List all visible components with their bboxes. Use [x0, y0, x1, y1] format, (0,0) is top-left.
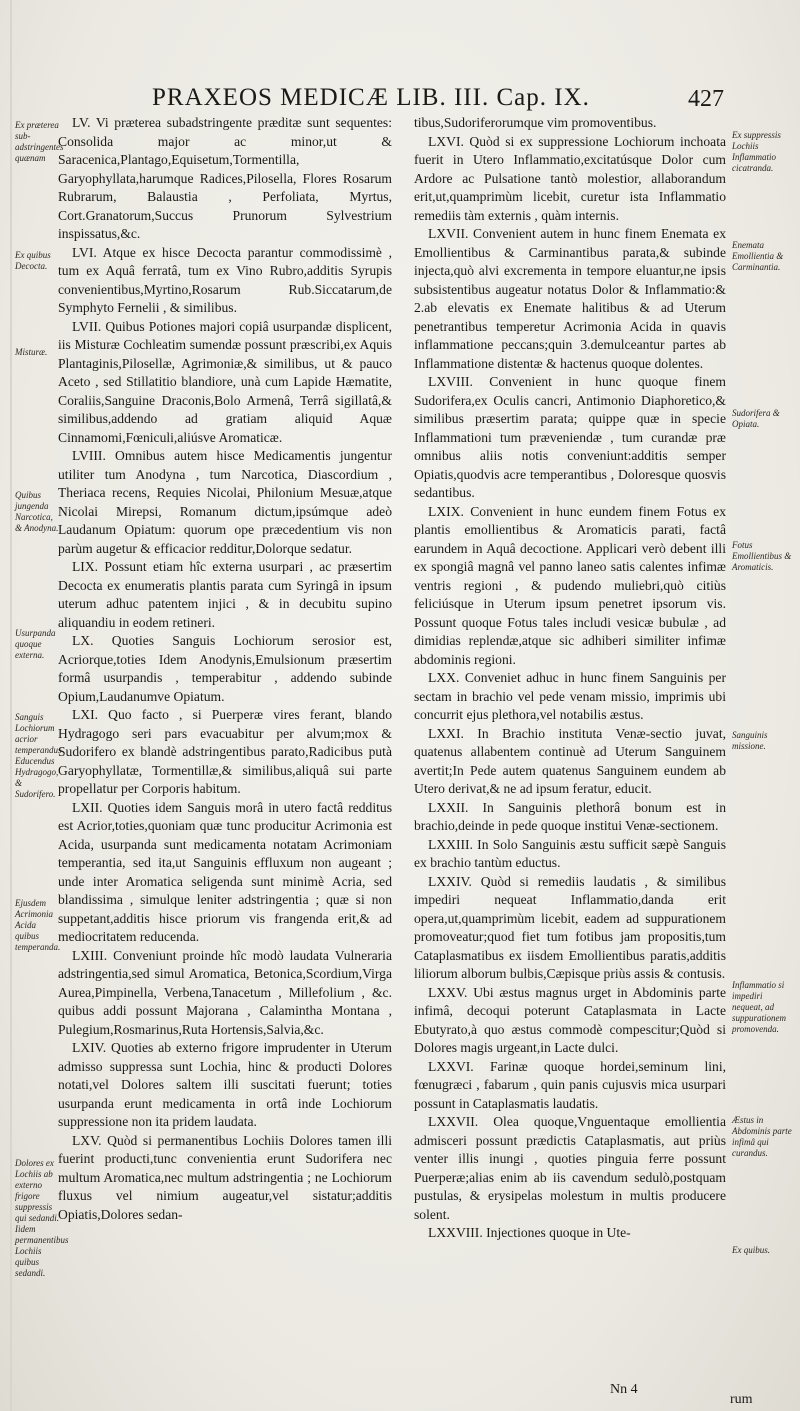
paragraph: LXVI. Quòd si ex suppressione Lochiorum inchoata fuerit in Utero Inflammatio,excitatúsque Dolor cum Ardore ac Pulsatione tantò molestior, allaborandum erit,ut,quamprimùm licebit, curetur ista Inflammatio remediis tàm externis , quàm internis.	[414, 133, 726, 223]
margin-note-left: Ex præterea sub-adstringentes quænam	[15, 120, 64, 163]
paragraph: LXI. Quo facto , si Puerperæ vires ferant, blando Hydragogo seri pars evacuabitur per alvum;mox & Sudorifero ex blandè adstringentibus parato,Radicibus putà Garyophyllatæ, Tormentillæ,& similibus,aliquâ sui parte propellatur per Corporis habitum.	[58, 707, 392, 796]
paragraph: LXVIII. Convenient in hunc quoque finem Sudorifera,ex Oculis cancri, Antimonio Diaphoretico,& similibus præsertim parata; quippe quæ in specie Inflammationi tum præveniendæ , tum curandæ præ omnibus aliis notis conveniunt:additis semper Opiatis,quodvis acre temperantibus , Doloresque quosvis sedantibus.	[414, 374, 726, 500]
paragraph: LX. Quoties Sanguis Lochiorum serosior est, Acriorque,toties Idem Anodynis,Emulsionum præsertim formâ usurpandis , temperabitur , addendo subinde Opium,Laudanumve Opiatum.	[58, 633, 392, 704]
signature-mark: Nn 4	[610, 1382, 638, 1397]
paragraph: LXIX. Convenient in hunc eundem finem Fotus ex plantis emollientibus & Aromaticis parati, factâ earundem in Aquâ decoctione. Applicari verò debent illi ex spongiâ magnâ vel panno laneo satis calentes infimæ ventris regioni , & pudendo muliebri,quò citiùs feliciúsque in Uterum ipsum penetret ipsorum vis. Possunt quoque Fotus tales includi vesicæ bubulæ , ad dimidias replendæ,atque sic adhiberi similiter infimæ abdominis regioni.	[414, 503, 726, 667]
paragraph: LXXV. Ubi æstus magnus urget in Abdominis parte infimâ, decoqui poterunt Cataplasmata in Lacte Ebutyrato,à quo æstus commodè compescitur;Quòd si Dolores magis urgeant,in Lacte dulci.	[414, 984, 726, 1055]
paragraph: LVII. Quibus Potiones majori copiâ usurpandæ displicent, iis Misturæ Cochleatim sumendæ possunt præscribi,ex Aquis Plantaginis,Pilosellæ, Agrimoniæ,& similibus, ut & pauco Aceto , sed Stillatitio blandiore, unà cum Lapide Hæmatite, Coraliis,Sanguine Draconis,Bolo Armenâ, Terrâ sigillatâ,& similibus,addendo ad gratiam aliquid Aquæ Cinnamomi,Fœniculi,aliúsve Aromaticæ.	[58, 318, 392, 445]
paragraph: LXXII. In Sanguinis plethorâ bonum est in brachio,deinde in pede quoque institui Venæ-sectionem.	[414, 799, 726, 833]
paragraph: LXXIV. Quòd si remediis laudatis , & similibus impediri nequeat Inflammatio,danda erit opera,ut,quamprimùm licebit, eadem ad suppurationem promoveatur;quod fiet tum fotibus jam propositis,tum Cataplasmatibus ex iisdem Emollientibus paratis,additis liliorum alborum bulbis,Cæpisque priùs assis & contusis.	[414, 873, 726, 981]
margin-note-left: Misturæ.	[15, 347, 48, 357]
page-number: 427	[688, 86, 724, 112]
page-gutter	[10, 0, 12, 1411]
paragraph: LXII. Quoties idem Sanguis morâ in utero factâ redditus est Acrior,toties,quoniam quæ tunc producitur Acrimonia est Acida, usurpanda sunt medicamenta notatam Acrimoniam temperantia, sed ita,ut Sanguinis effluxum non augeant ; unde inter Aromatica seligenda sunt minimè Acria, sed blandissima , simulque leniter adstringentia ; quæ si non suppetant,additis hisce priorum vis frangenda erit,& ad mediocritatem reducenda.	[58, 799, 392, 944]
margin-note-left: Quibus jungenda Narcotica, & Anodyna.	[15, 490, 59, 533]
paragraph: LXIV. Quoties ab externo frigore imprudenter in Uterum admisso suppressa sunt Lochia, hinc & producti Dolores notati,vel Dolores saltem illi suscitati fuerunt; toties usurpanda erunt medicamenta in ortâ inde Lochiorum suppressione non ita pridem laudata.	[58, 1040, 392, 1129]
margin-note-left: Dolores ex Lochiis ab externo frigore suppressis qui sedandi. Iidem permanentibus Lochiis quibus sedandi.	[15, 1158, 69, 1278]
paragraph: LXXVII. Olea quoque,Vnguentaque emollientia admisceri possunt prædictis Cataplasmatis, aut priùs venter illis inungi , quoties pinguia ferre possunt Puerperæ;alias enim ab iis cavendum sedulò,postquam pustulas, & erysipelas molestum in multis producere solent.	[414, 1114, 726, 1222]
paragraph: LXX. Conveniet adhuc in hunc finem Sanguinis per sectam in brachio vel pede venam missio, imprimis ubi concurrit ejus plethora,vel notabilis æstus.	[414, 670, 726, 722]
paragraph: LV. Vi præterea subadstringente præditæ sunt sequentes: Consolida major ac minor,ut & Saracenica,Plantago,Equisetum,Tormentilla, Garyophyllata,harumque Radices,Pilosella, Flores Rosarum Rubrarum, Balaustia , Perfoliata, Myrtus, Cort.Granatorum,Succus Prunorum Sylvestrium inspissatus,&c.	[58, 115, 392, 241]
margin-note-right: Æstus in Abdominis parte infimâ qui curandus.	[732, 1115, 792, 1158]
margin-note-right: Fotus Emollientibus & Aromaticis.	[732, 540, 792, 572]
paragraph: LVIII. Omnibus autem hisce Medicamentis jungentur utiliter tum Anodyna , tum Narcotica, Diascordium , Theriaca recens, Requies Nicolai, Philonium Mesuæ,atque Nicolai Mirepsi, Romanum dictum,ipsúmque adeò Laudanum Opiatum: quorum ope præcedentium vis non parùm augetur & efficacior redditur,Dolorque sedatur.	[58, 448, 392, 556]
margin-note-left: Ejusdem Acrimonia Acida quibus temperanda.	[15, 898, 61, 952]
margin-note-right: Ex suppressis Lochiis Inflammatio cicatranda.	[732, 130, 781, 173]
paragraph: LIX. Possunt etiam hîc externa usurpari , ac præsertim Decocta ex enumeratis plantis parata cum Syringâ in ipsum uterum adhuc patentem injici , & in decubitu supino aliquandiu in eodem retineri.	[58, 559, 392, 630]
paragraph: LXXIII. In Solo Sanguinis æstu sufficit sæpè Sanguis ex brachio tantùm eductus.	[414, 836, 726, 870]
paragraph: LXXI. In Brachio instituta Venæ-sectio juvat, quatenus allabentem continuè ad Uterum Sanguinem avertit;In Pede autem quatenus Sanguinem eundem ab Utero derivat,& ne ad ipsum feratur, educit.	[414, 725, 726, 796]
margin-note-right: Inflammatio si impediri nequeat, ad suppurationem promovenda.	[732, 980, 786, 1034]
paragraph-continuation: tibus,Sudoriferorumque vim promoventibus.	[414, 115, 657, 130]
left-text-column	[58, 114, 392, 1224]
page-header	[140, 84, 800, 114]
paragraph: LXXVI. Farinæ quoque hordei,seminum lini, fœnugræci , fabarum , quin panis cujusvis mica usurpari possunt in Cataplasmatis laudatis.	[414, 1058, 726, 1111]
paragraph: LXVII. Convenient autem in hunc finem Enemata ex Emollientibus & Carminantibus parata,& subinde injecta,quò alvi excrementa in tempore eluantur,ne ipsis subsistentibus augeatur notatus Dolor & Inflammatio:& 2.ab elevatis ex Enemate halitibus & ad Uterum penetrantibus temperetur Acrimonia Acida in quavis inflammatione peccans;quin 3.demulceantur partes ab Inflammatione distentæ & hactenus quoque dolentes.	[414, 226, 726, 371]
margin-note-left: Usurpanda quoque externa.	[15, 628, 56, 660]
margin-note-right: Enemata Emollientia & Carminantia.	[732, 240, 784, 272]
margin-note-left: Ex quibus Decocta.	[15, 250, 51, 271]
catchword: rum	[730, 1392, 753, 1407]
margin-note-right: Ex quibus.	[732, 1245, 770, 1255]
running-title: PRAXEOS MEDICÆ LIB. III. Cap. IX.	[152, 84, 590, 111]
margin-note-left: Sanguis Lochiorum acrior temperandus Educendus Hydragogo, & Sudorifero.	[15, 712, 62, 799]
margin-note-right: Sudorifera & Opiata.	[732, 408, 780, 429]
paragraph: LXV. Quòd si permanentibus Lochiis Dolores tamen illi fuerint producti,tunc convenientia erunt Sudorifera nec multum Aromatica,nec multum adstringentia ; ne Lochiorum fluxus vel nimium augeatur,vel sistatur;additis Opiatis,Dolores sedan-	[58, 1132, 392, 1222]
paragraph: LVI. Atque ex hisce Decocta parantur commodissimè , tum ex Aquâ ferratâ, tum ex Vino Rubro,additis Syrupis convenientibus,Myrtino,Rosarum Rub.Siccatarum,de Symphyto Fernelii , & similibus.	[58, 244, 392, 315]
right-text-column	[414, 114, 726, 1243]
margin-note-right: Sanguinis missione.	[732, 730, 768, 751]
paragraph: LXIII. Conveniunt proinde hîc modò laudata Vulneraria adstringentia,sed simul Aromatica, Betonica,Scordium,Virga Aurea,Pimpinella, Verbena,Tanacetum , Millefolium , &c. quibus addi possunt Majorana , Calamintha Montana , Pulegium,Rosmarinus,Ruta Hortensis,Salvia,&c.	[58, 947, 392, 1037]
paragraph: LXXVIII. Injectiones quoque in Ute-	[428, 1225, 631, 1240]
